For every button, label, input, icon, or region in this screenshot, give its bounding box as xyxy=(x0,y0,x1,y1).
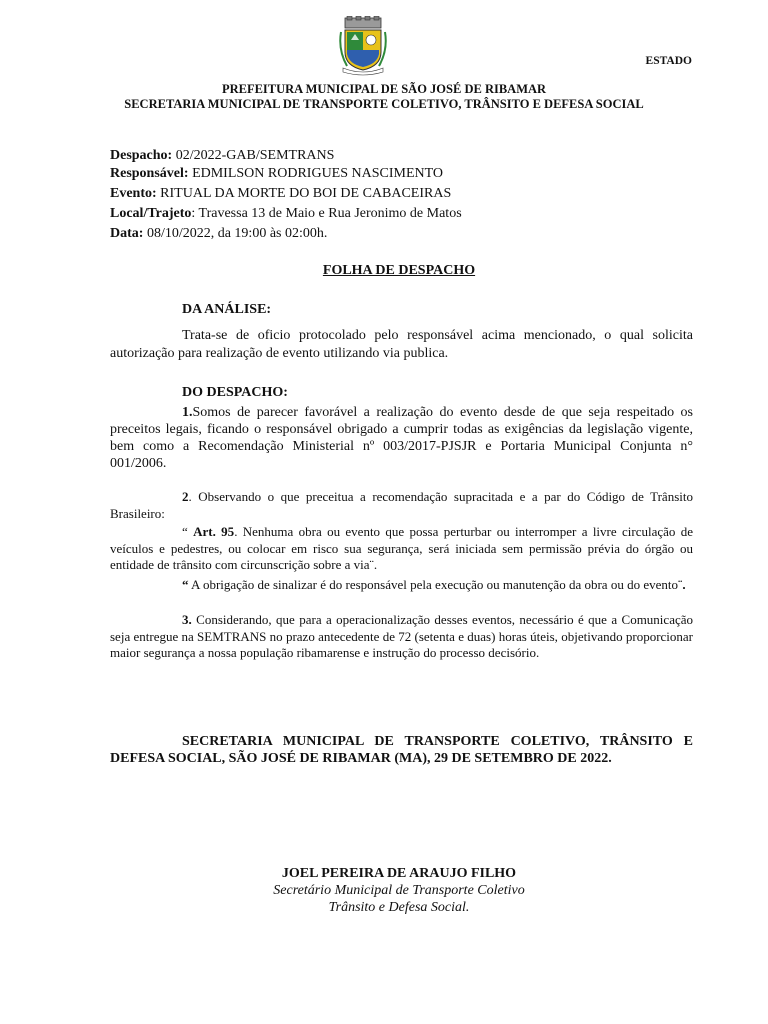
evento-line xyxy=(110,186,451,202)
signatory-name: JOEL PEREIRA DE ARAUJO FILHO xyxy=(281,866,517,881)
item-2-text: . Observando o que preceitua a recomendação supracitada e a par do Código de Trânsito Brasileiro: xyxy=(110,489,693,521)
item-1-text: Somos de parecer favorável a realização do evento desde de que seja respeitado os preceitos legais, ficando o responsável obrigado a cumprir todas as exigências da legislação vigente, bem como a Recomendação Ministerial nº 003/2017-PJSJR e Portaria Municipal Conjunta n° 001/2006. xyxy=(110,405,693,471)
responsavel-line xyxy=(110,166,443,182)
evento-label: Evento: xyxy=(110,186,157,201)
local-label: Local/Trajeto xyxy=(110,206,192,221)
despacho-heading: DO DESPACHO: xyxy=(182,385,288,400)
analise-text: Trata-se de oficio protocolado pelo responsável acima mencionado, o qual solicita autorização para realização de evento utilizando via publica. xyxy=(110,328,693,361)
despacho-line xyxy=(110,148,334,164)
data-label: Data: xyxy=(110,226,144,241)
signatory-role-line-1: Secretário Municipal de Transporte Coletivo xyxy=(273,883,525,898)
document-title: FOLHA DE DESPACHO xyxy=(322,263,476,278)
quote-2-open: “ xyxy=(182,577,189,592)
data-value: 08/10/2022, da 19:00 às 02:00h. xyxy=(143,226,328,241)
quote-2-close: ¨. xyxy=(677,577,686,592)
signatory-role-line-2: Trânsito e Defesa Social. xyxy=(328,900,470,915)
analise-heading: DA ANÁLISE: xyxy=(182,302,272,317)
despacho-item-2 xyxy=(110,489,693,522)
despacho-label: Despacho: xyxy=(110,148,173,163)
municipal-coat-of-arms-logo xyxy=(337,16,389,76)
prefeitura-heading: PREFEITURA MUNICIPAL DE SÃO JOSÉ DE RIBAMAR xyxy=(221,82,547,96)
art-95-label: Art. 95 xyxy=(193,524,235,539)
secretaria-heading: SECRETARIA MUNICIPAL DE TRANSPORTE COLETIVO, TRÂNSITO E DEFESA SOCIAL xyxy=(124,97,644,111)
quote-2-text: A obrigação de sinalizar é do responsável pela execução ou manutenção da obra ou do evento xyxy=(188,577,678,592)
item-2-number: 2 xyxy=(182,489,189,504)
despacho-value: 02/2022-GAB/SEMTRANS xyxy=(172,148,335,163)
quote-art-95 xyxy=(110,524,693,574)
despacho-item-1 xyxy=(110,404,693,472)
quote-1-text: . Nenhuma obra ou evento que possa perturbar ou interromper a livre circulação de veículos e pedestres, ou colocar em risco sua segurança, será iniciada sem permissão prévia do órgão ou entidade de trânsito com circunscrição sobre a via¨. xyxy=(110,524,693,572)
item-3-text: Considerando, que para a operacionalização desses eventos, necessário é que a Comunicação seja entregue na SEMTRANS no prazo antecedente de 72 (setenta e duas) horas úteis, objetivando proporcionar maior segurança a nossa população ribamarense e instrução do processo decisório. xyxy=(110,612,693,660)
despacho-item-3 xyxy=(110,612,693,662)
data-line xyxy=(110,226,327,242)
local-value: : Travessa 13 de Maio e Rua Jeronimo de Matos xyxy=(191,206,462,221)
quote-sinalizar xyxy=(110,577,693,594)
evento-value: RITUAL DA MORTE DO BOI DE CABACEIRAS xyxy=(156,186,452,201)
quote-1-open: “ xyxy=(182,524,194,539)
item-3-number: 3. xyxy=(182,612,192,627)
estado-label: ESTADO xyxy=(645,55,692,67)
responsavel-label: Responsável: xyxy=(110,166,189,181)
issuing-place-date: SECRETARIA MUNICIPAL DE TRANSPORTE COLETIVO, TRÂNSITO E DEFESA SOCIAL, SÃO JOSÉ DE RIBAMAR (MA), 29 DE SETEMBRO DE 2022. xyxy=(110,734,693,766)
responsavel-value: EDMILSON RODRIGUES NASCIMENTO xyxy=(188,166,444,181)
local-line xyxy=(110,206,462,222)
item-1-number: 1. xyxy=(182,405,193,420)
